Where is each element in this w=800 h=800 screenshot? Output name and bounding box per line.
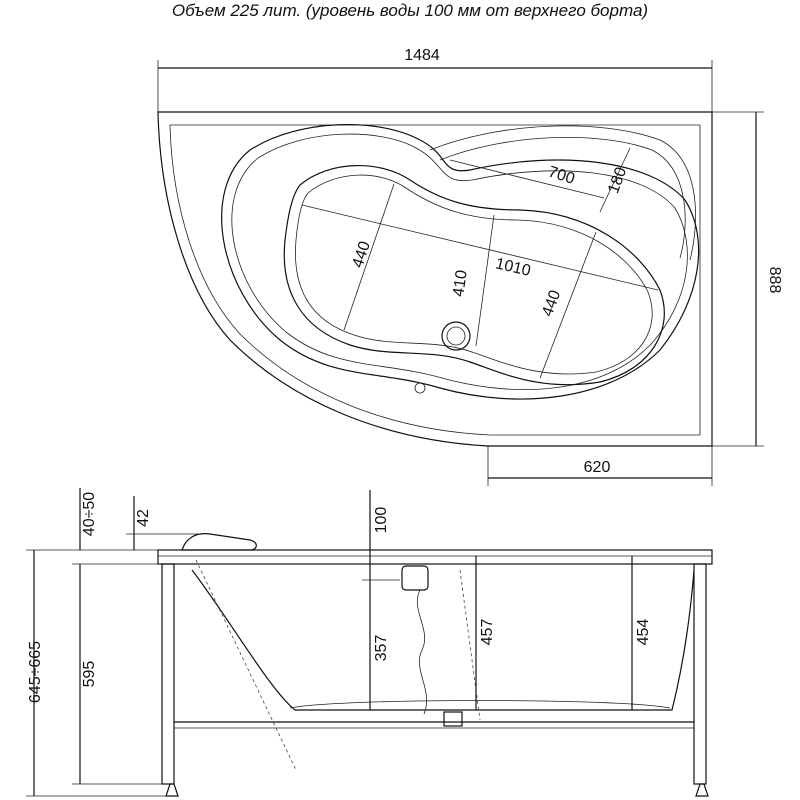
seat-length-line <box>450 160 604 198</box>
leg-adjust-label: 40÷50 <box>81 491 98 537</box>
inner-length-label: 1010 <box>493 255 533 280</box>
rim-height-label: 42 <box>135 509 152 527</box>
total-height-label: 645÷665 <box>27 640 44 704</box>
inner-width-left-label: 440 <box>349 239 374 270</box>
overflow-fitting <box>402 566 428 590</box>
tub-basin-outline <box>222 125 699 399</box>
headrest <box>182 534 256 550</box>
seat-length-label: 700 <box>546 163 577 188</box>
dashed-support-mid <box>460 570 480 720</box>
side-view <box>26 488 712 796</box>
body-height-label: 595 <box>81 660 98 688</box>
drain-pipe <box>417 590 426 714</box>
foot-left <box>166 784 178 796</box>
drain-circle <box>442 322 470 350</box>
plan-view <box>158 47 783 486</box>
tub-bottom-profile <box>290 701 670 709</box>
water-level-label: 100 <box>373 506 390 534</box>
tub-rim-side <box>158 550 712 564</box>
inner-width-right-label: 440 <box>539 288 565 319</box>
seat-contour-inner <box>440 137 685 258</box>
foot-right <box>696 784 708 796</box>
drawing-title: Объем 225 лит. (уровень воды 100 мм от верхнего борта) <box>171 1 649 20</box>
tub-body-profile <box>192 570 694 710</box>
center-depth-label: 457 <box>479 618 496 646</box>
dashed-support-left <box>196 560 296 770</box>
tub-bottom-outline <box>284 163 664 385</box>
offset-label: 620 <box>583 459 611 476</box>
inner-width-mid-line <box>476 215 494 346</box>
front-leg-left <box>162 564 174 784</box>
drain-inner-circle <box>447 327 465 345</box>
seat-contour <box>430 126 696 260</box>
seat-width-label: 180 <box>605 165 631 196</box>
depth-label: 888 <box>766 266 783 294</box>
width-label: 1484 <box>404 47 440 64</box>
drain-fitting <box>444 712 462 726</box>
overflow-circle <box>415 383 425 393</box>
water-depth-label: 357 <box>373 634 390 662</box>
tub-outer-rim <box>158 112 712 446</box>
right-depth-label: 454 <box>635 618 652 646</box>
inner-width-mid-label: 410 <box>450 268 471 298</box>
front-leg-right <box>694 564 706 784</box>
